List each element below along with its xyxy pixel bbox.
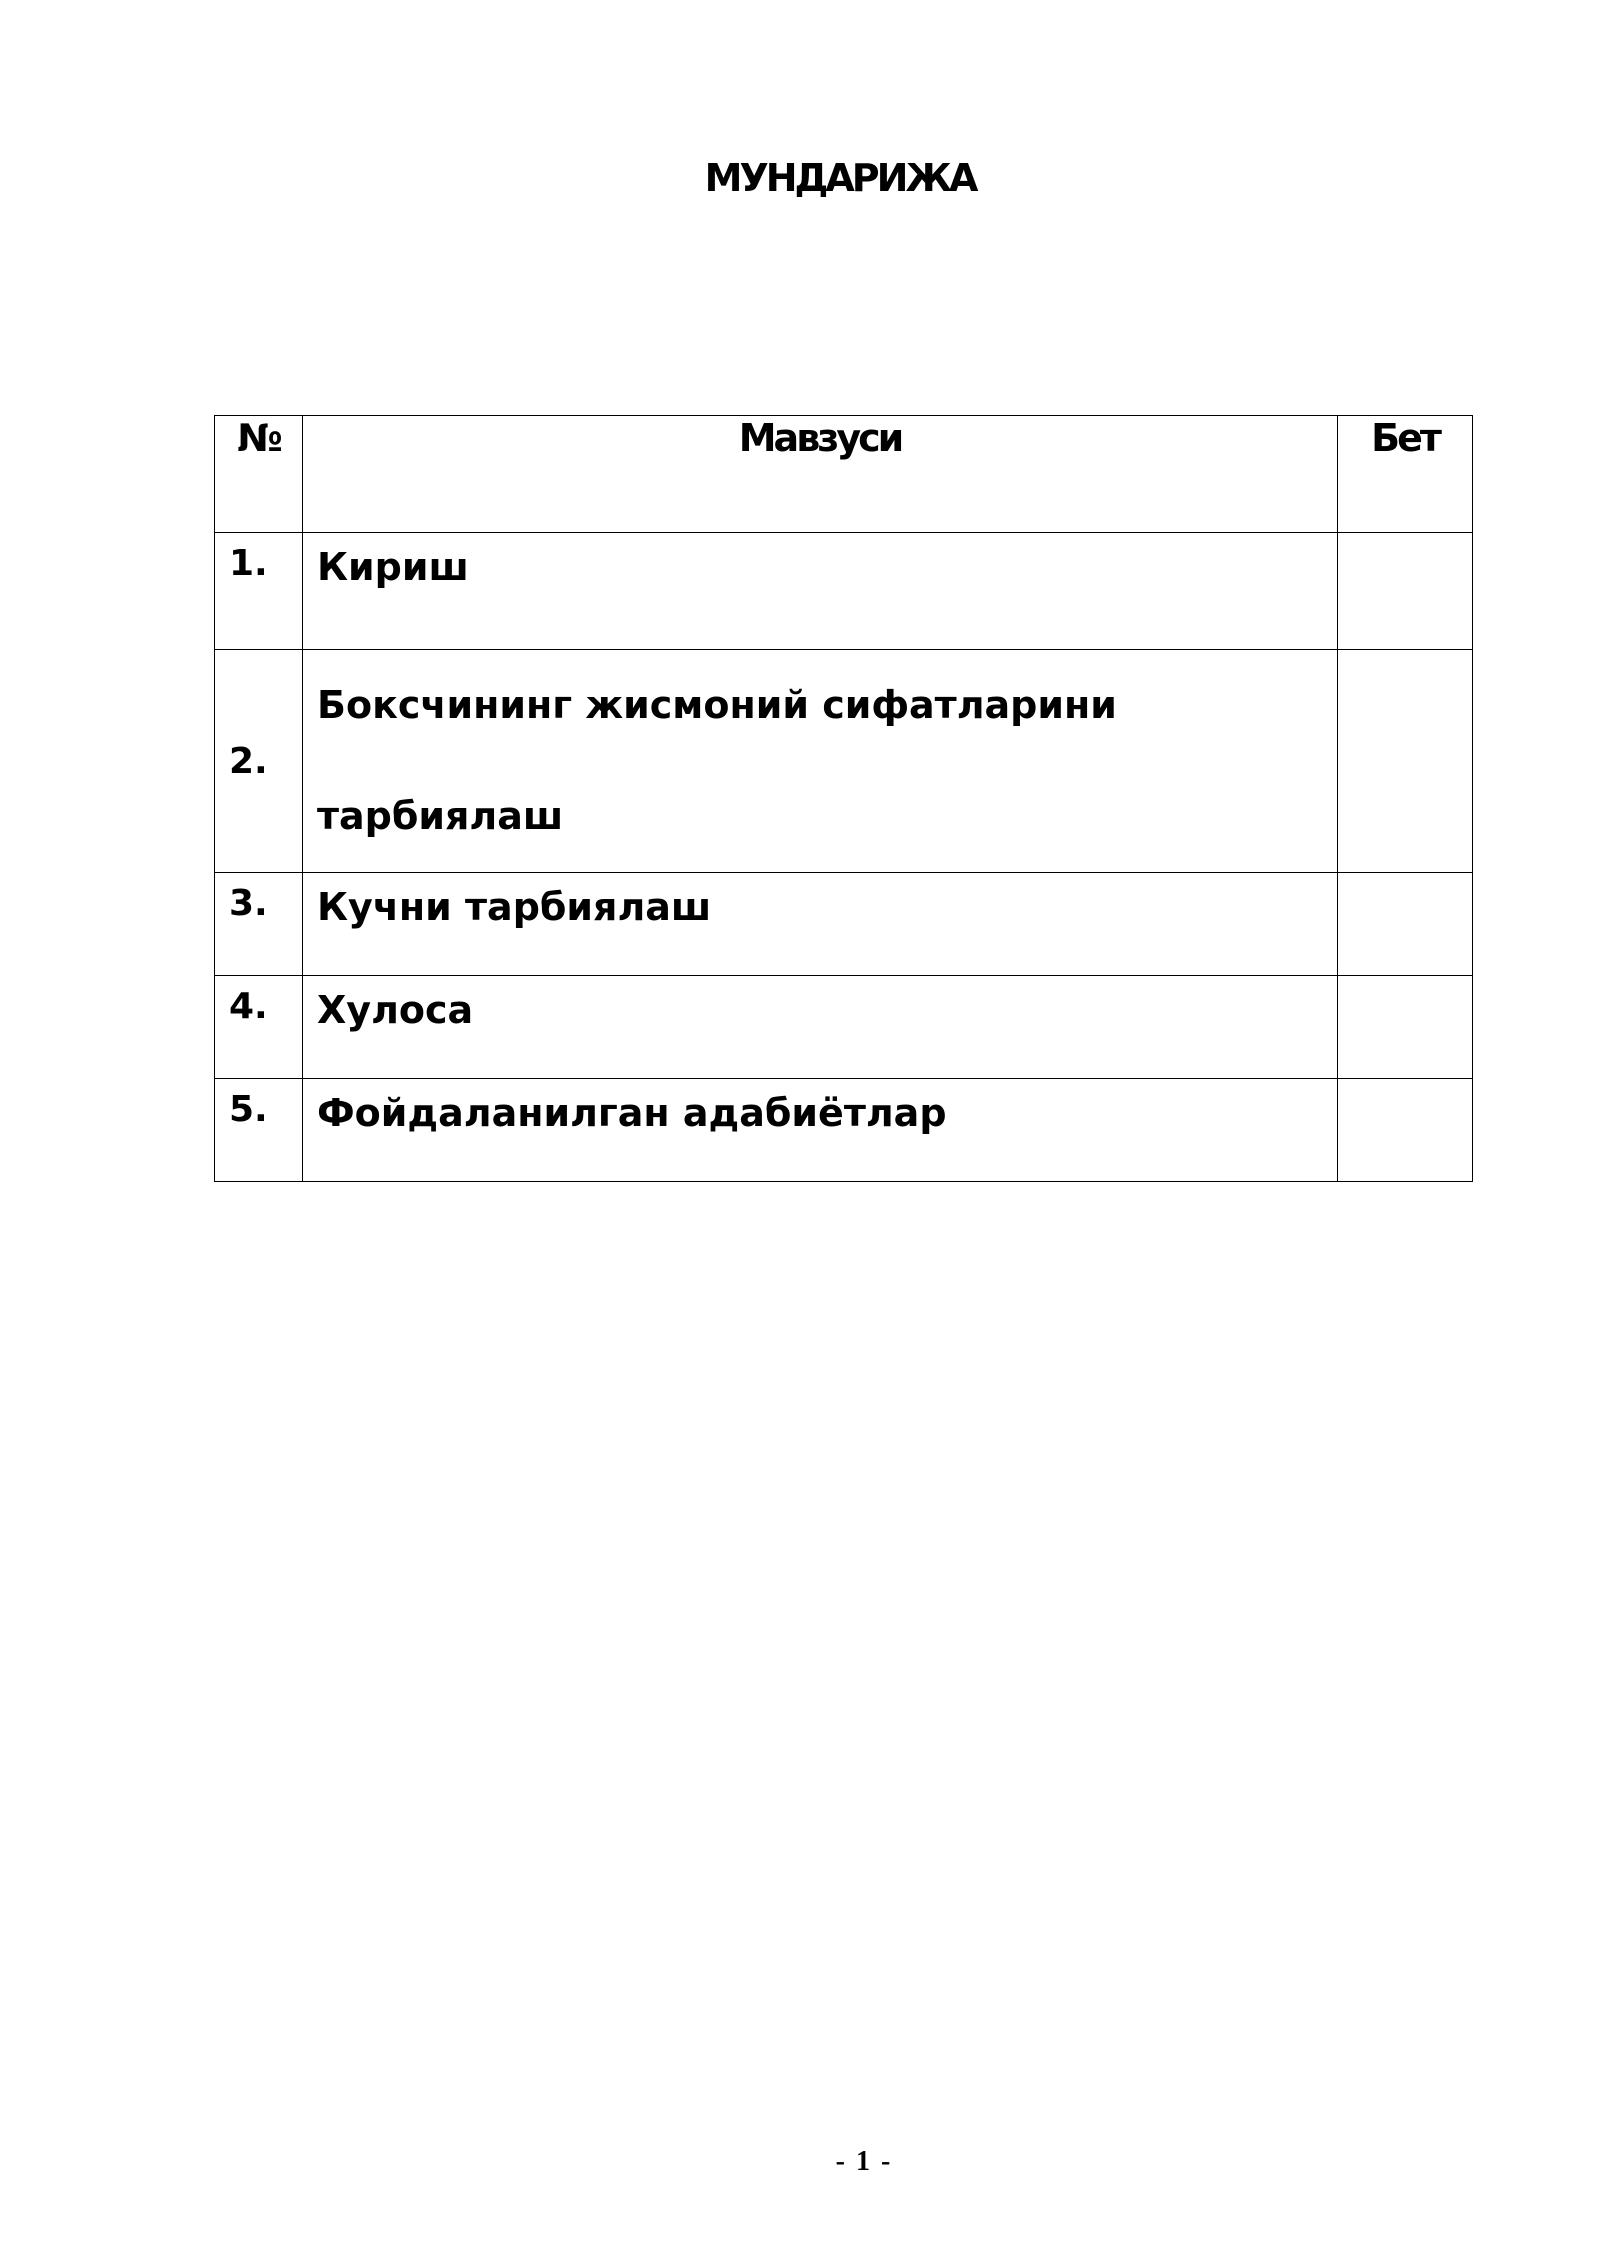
row-topic: Хулоса <box>303 976 1338 1079</box>
table-row <box>215 533 1473 650</box>
row-page <box>1338 873 1473 976</box>
header-page: Бет <box>1338 416 1473 533</box>
row-topic: Кучни тарбиялаш <box>303 873 1338 976</box>
row-topic: Кириш <box>303 533 1338 650</box>
table-row <box>215 1079 1473 1182</box>
row-topic: Фойдаланилган адабиётлар <box>303 1079 1338 1182</box>
table-row <box>215 873 1473 976</box>
row-number: 2. <box>215 650 303 873</box>
row-number: 4. <box>215 976 303 1079</box>
page-number: - 1 - <box>835 2146 893 2177</box>
table-row <box>215 976 1473 1079</box>
table-row <box>215 650 1473 873</box>
row-page <box>1338 650 1473 873</box>
row-page <box>1338 533 1473 650</box>
row-page <box>1338 976 1473 1079</box>
row-number: 3. <box>215 873 303 976</box>
header-number: № <box>215 416 303 533</box>
row-topic: Боксчининг жисмоний сифатларини тарбиялаш <box>303 650 1338 873</box>
row-number: 1. <box>215 533 303 650</box>
table-of-contents <box>214 415 1473 1182</box>
header-topic: Мавзуси <box>303 416 1338 533</box>
row-page <box>1338 1079 1473 1182</box>
page-title: МУНДАРИЖА <box>704 156 976 200</box>
table-header-row <box>215 416 1473 533</box>
row-number: 5. <box>215 1079 303 1182</box>
